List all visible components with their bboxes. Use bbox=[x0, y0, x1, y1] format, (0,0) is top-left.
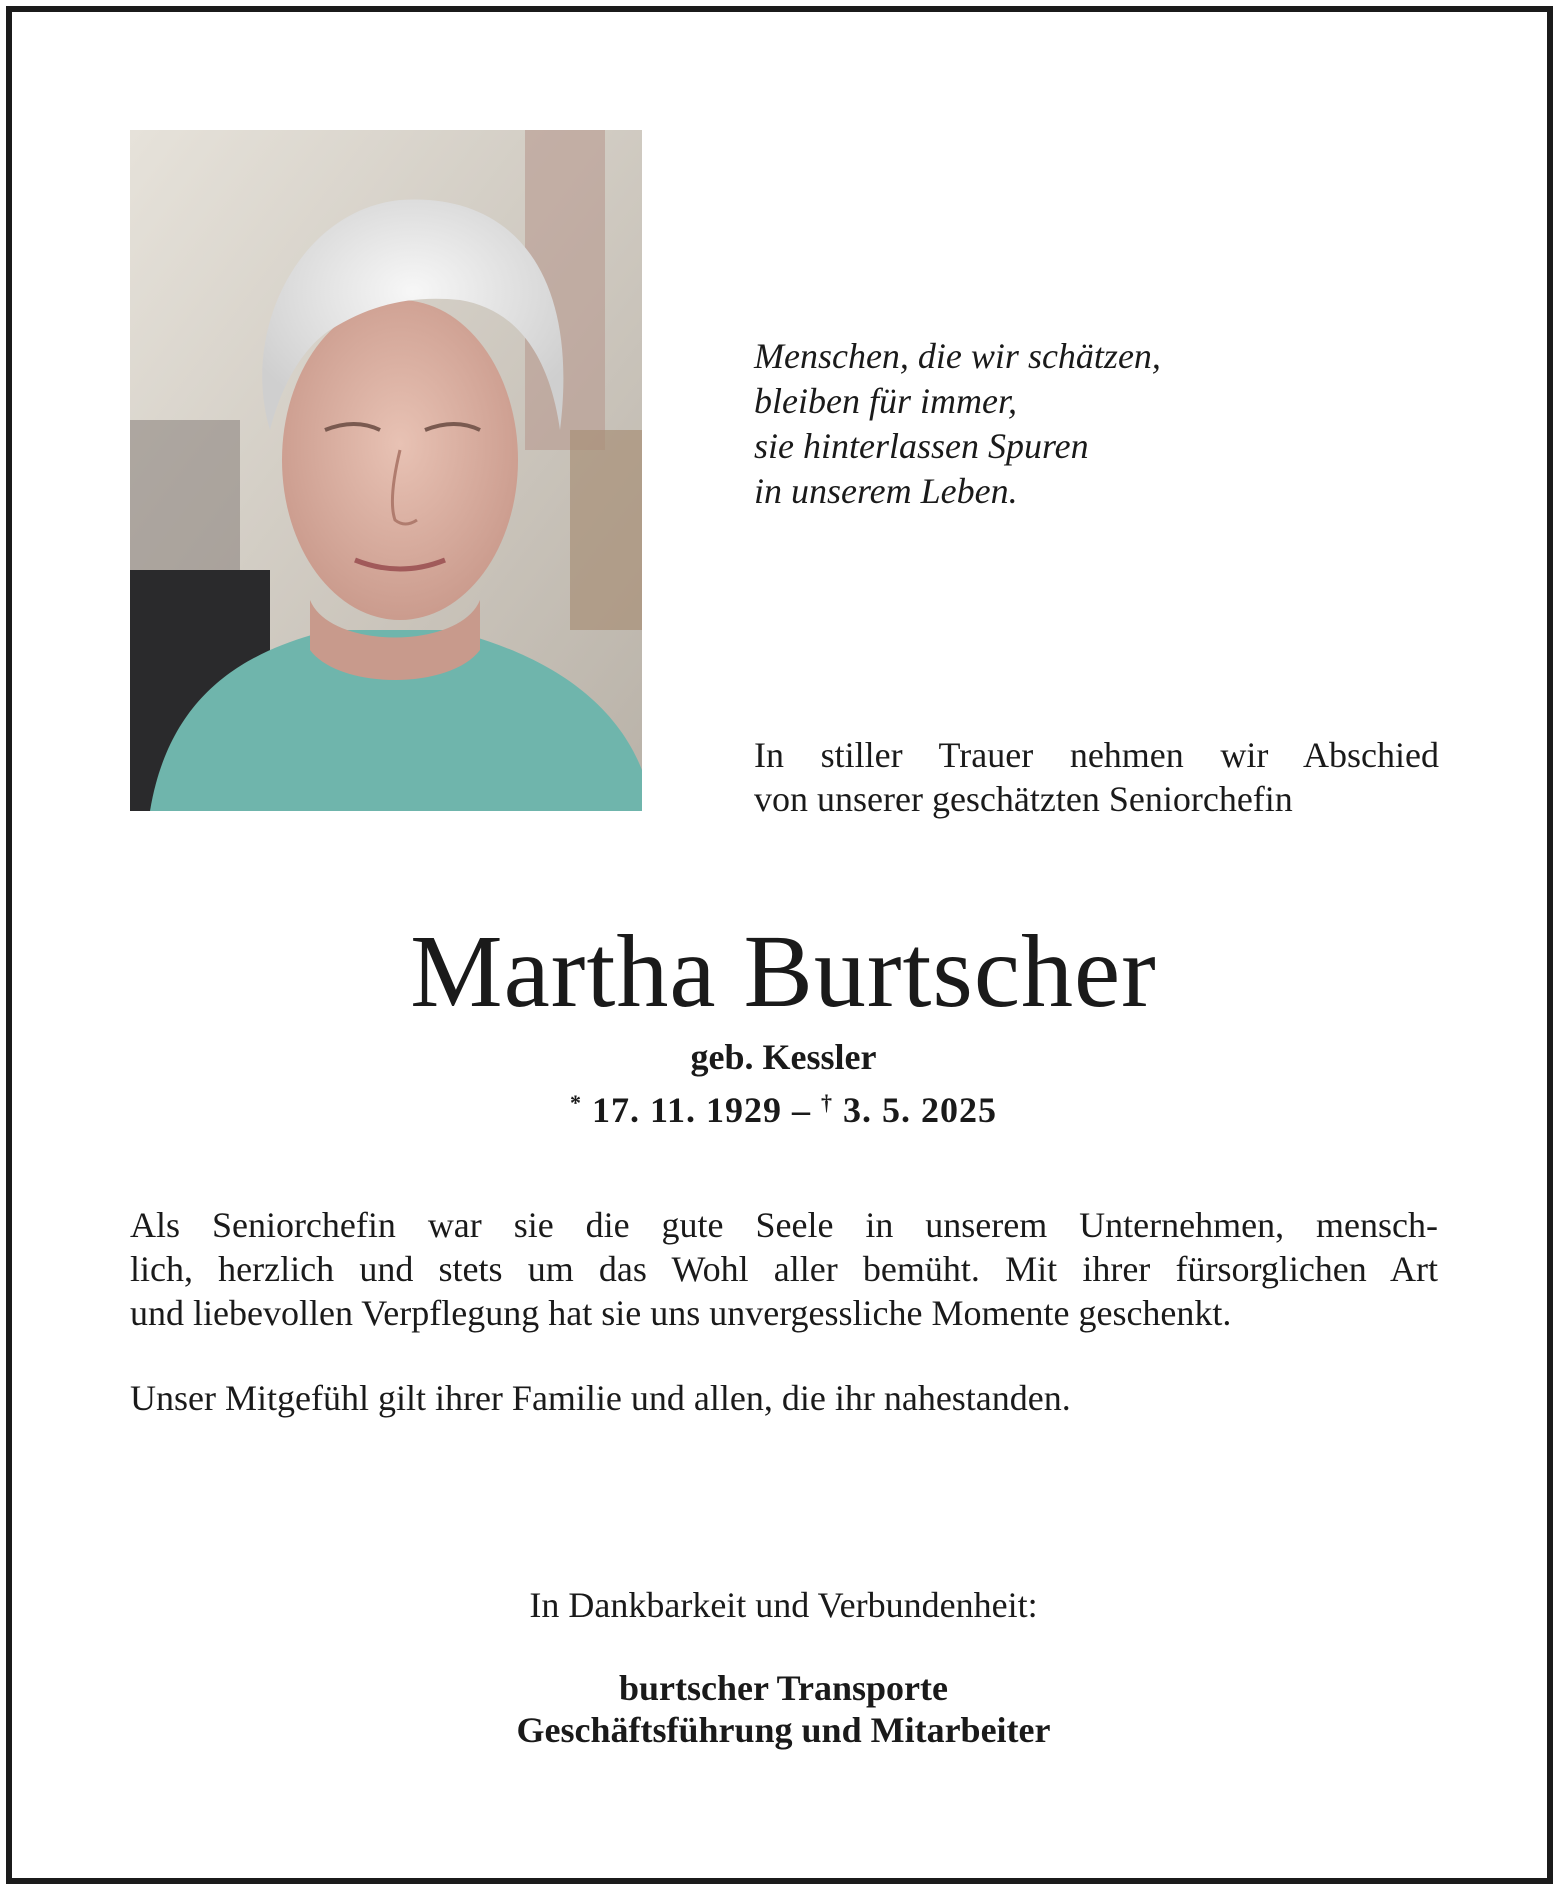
intro-line: von unserer geschätzten Seniorchefin bbox=[754, 779, 1293, 819]
birth-star-icon: * bbox=[569, 1090, 582, 1115]
poem-line: sie hinterlassen Spuren bbox=[754, 426, 1089, 466]
tribute-paragraph bbox=[130, 1203, 1438, 1335]
deceased-name: Martha Burtscher bbox=[410, 914, 1157, 1029]
company-team: Geschäftsführung und Mitarbeiter bbox=[516, 1710, 1051, 1750]
tribute-line: Als Seniorchefin war sie die gute Seele in unserem Unternehmen, mensch- bbox=[130, 1205, 1438, 1245]
tribute-line: und liebevollen Verpflegung hat sie uns unvergessliche Momente geschenkt. bbox=[130, 1293, 1232, 1333]
maiden-name: geb. Kessler bbox=[690, 1037, 877, 1077]
poem bbox=[754, 334, 1161, 514]
portrait-photo bbox=[130, 130, 642, 811]
condolence-text: Unser Mitgefühl gilt ihrer Familie und allen, die ihr nahestanden. bbox=[130, 1378, 1071, 1418]
birth-date: 17. 11. 1929 bbox=[591, 1090, 782, 1130]
poem-line: in unserem Leben. bbox=[754, 471, 1018, 511]
intro-line: In stiller Trauer nehmen wir Abschied bbox=[754, 735, 1439, 775]
life-dates bbox=[0, 1082, 1567, 1131]
signature-block bbox=[0, 1667, 1567, 1751]
mourning-intro bbox=[754, 733, 1439, 821]
tribute-line: lich, herzlich und stets um das Wohl aller bemüht. Mit ihrer fürsorglichen Art bbox=[130, 1249, 1438, 1289]
death-date: 3. 5. 2025 bbox=[843, 1090, 997, 1130]
portrait-image bbox=[130, 130, 642, 811]
death-cross-icon: † bbox=[821, 1090, 833, 1115]
poem-line: Menschen, die wir schätzen, bbox=[754, 336, 1161, 376]
poem-line: bleiben für immer, bbox=[754, 381, 1017, 421]
gratitude-text: In Dankbarkeit und Verbundenheit: bbox=[529, 1585, 1038, 1625]
company-name: burtscher Transporte bbox=[619, 1668, 948, 1708]
date-separator: – bbox=[782, 1090, 821, 1130]
